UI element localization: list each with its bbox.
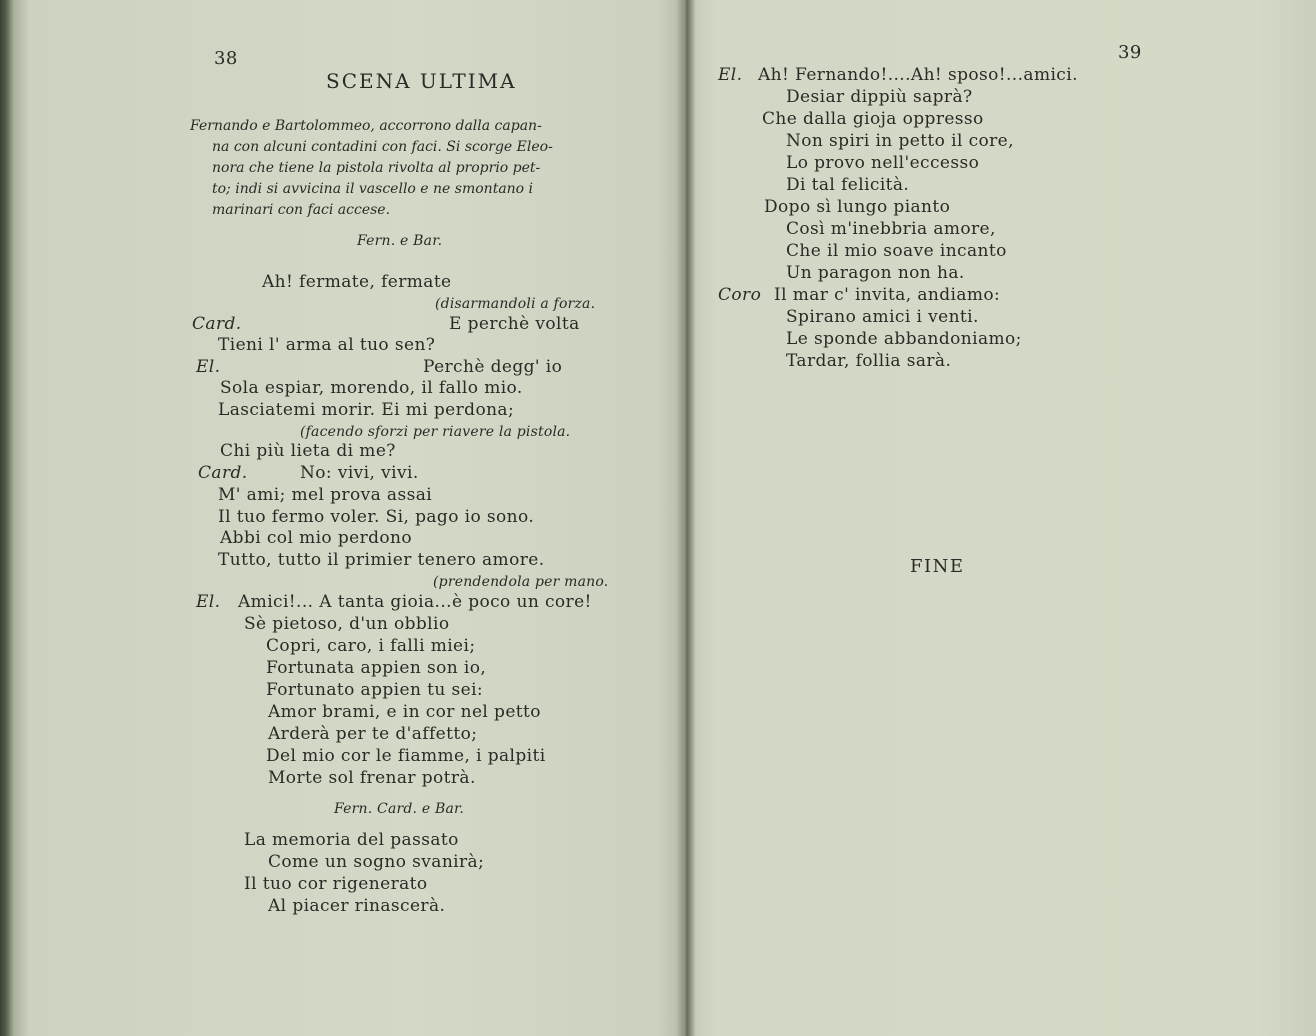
verse-line: Amor brami, e in cor nel petto <box>268 702 541 722</box>
stage-note: (facendo sforzi per riavere la pistola. <box>300 424 571 440</box>
page-number: 38 <box>214 48 238 69</box>
verse-line: Di tal felicità. <box>786 175 910 195</box>
speaker-label: El. <box>196 592 221 612</box>
verse-line: E perchè volta <box>449 314 580 334</box>
verse-line: Tardar, follia sarà. <box>786 351 952 371</box>
scene-title: SCENA ULTIMA <box>326 69 517 93</box>
book-gutter <box>676 0 696 1036</box>
stage-line: Fernando e Bartolommeo, accorrono dalla capan- <box>190 118 542 134</box>
speaker-label: Card. <box>198 463 248 483</box>
verse-line: Abbi col mio perdono <box>220 528 413 548</box>
stage-line: marinari con faci accese. <box>212 202 391 218</box>
speaker-label: El. <box>196 357 221 377</box>
verse-line: Il tuo fermo voler. Si, pago io sono. <box>218 507 535 527</box>
speaker-label: Card. <box>192 314 242 334</box>
speaker-heading: Fern. e Bar. <box>357 233 443 249</box>
verse-line: Dopo sì lungo pianto <box>764 197 951 217</box>
verse-line: Sè pietoso, d'un obblio <box>244 614 450 634</box>
verse-line: Tieni l' arma al tuo sen? <box>218 335 436 355</box>
verse-line: No: vivi, vivi. <box>300 463 419 483</box>
verse-line: Morte sol frenar potrà. <box>268 768 476 788</box>
verse-line: Il mar c' invita, andiamo: <box>774 285 1001 305</box>
page-number: 39 <box>1118 42 1142 63</box>
verse-line: Che dalla gioja oppresso <box>762 109 984 129</box>
verse-line: La memoria del passato <box>244 830 459 850</box>
end-label: FINE <box>910 556 965 577</box>
verse-line: Perchè degg' io <box>423 357 563 377</box>
verse-line: Fortunata appien son io, <box>266 658 487 678</box>
verse-line: Le sponde abbandoniamo; <box>786 329 1022 349</box>
verse-line: Sola espiar, morendo, il fallo mio. <box>220 378 523 398</box>
verse-line: Ah! fermate, fermate <box>262 272 452 292</box>
verse-line: Arderà per te d'affetto; <box>268 724 478 744</box>
speaker-heading: Fern. Card. e Bar. <box>334 801 465 817</box>
verse-line: Così m'inebbria amore, <box>786 219 996 239</box>
stage-line: to; indi si avvicina il vascello e ne smontano i <box>212 181 534 197</box>
stage-note: (disarmandoli a forza. <box>435 296 596 312</box>
verse-line: Desiar dippiù saprà? <box>786 87 973 107</box>
verse-line: Il tuo cor rigenerato <box>244 874 428 894</box>
speaker-label: Coro <box>718 285 762 305</box>
verse-line: Al piacer rinascerà. <box>268 896 446 916</box>
verse-line: Spirano amici i venti. <box>786 307 979 327</box>
verse-line: Ah! Fernando!....Ah! sposo!...amici. <box>758 65 1078 85</box>
stage-line: na con alcuni contadini con faci. Si scorge Eleo- <box>212 139 553 155</box>
verse-line: Del mio cor le fiamme, i palpiti <box>266 746 546 766</box>
verse-line: Chi più lieta di me? <box>220 441 396 461</box>
verse-line: Fortunato appien tu sei: <box>266 680 484 700</box>
verse-line: M' ami; mel prova assai <box>218 485 433 505</box>
stage-note: (prendendola per mano. <box>433 574 609 590</box>
verse-line: Amici!... A tanta gioia...è poco un core! <box>238 592 592 612</box>
stage-direction <box>190 116 650 221</box>
verse-line: Tutto, tutto il primier tenero amore. <box>218 550 545 570</box>
right-page <box>686 0 1316 1036</box>
verse-line: Lasciatemi morir. Ei mi perdona; <box>218 400 515 420</box>
stage-line: nora che tiene la pistola rivolta al proprio pet- <box>212 160 541 176</box>
speaker-label: El. <box>718 65 743 85</box>
verse-line: Copri, caro, i falli miei; <box>266 636 476 656</box>
verse-line: Lo provo nell'eccesso <box>786 153 980 173</box>
verse-line: Un paragon non ha. <box>786 263 965 283</box>
verse-line: Non spiri in petto il core, <box>786 131 1014 151</box>
verse-line: Che il mio soave incanto <box>786 241 1007 261</box>
verse-line: Come un sogno svanirà; <box>268 852 485 872</box>
